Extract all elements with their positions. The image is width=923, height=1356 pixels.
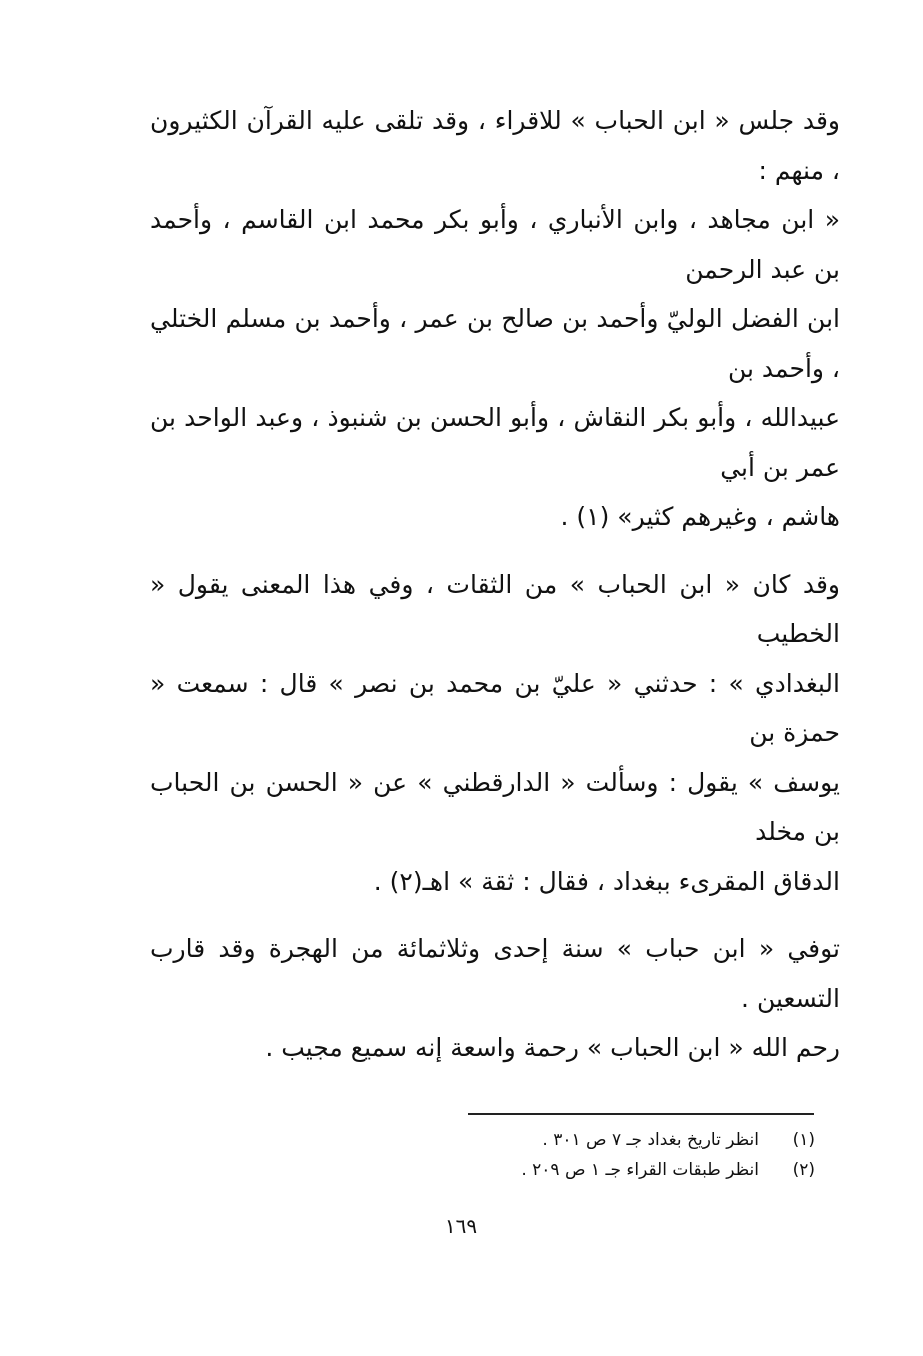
paragraph-trustworthiness <box>150 560 840 907</box>
text-line: البغدادي » : حدثني « عليّ بن محمد بن نصر » قال : سمعت « حمزة بن <box>150 668 840 747</box>
footnotes <box>440 1125 815 1185</box>
text-line: وقد كان « ابن الحباب » من الثقات ، وفي هذا المعنى يقول « الخطيب <box>150 569 840 648</box>
text-line: توفي « ابن حباب » سنة إحدى وثلاثمائة من الهجرة وقد قارب التسعين . <box>150 934 840 1013</box>
footnote-number: (٢) <box>792 1160 815 1180</box>
text-line: وقد جلس « ابن الحباب » للاقراء ، وقد تلقى عليه القرآن الكثيرون ، منهم : <box>150 106 840 185</box>
paragraph-death <box>150 924 840 1073</box>
footnote-item <box>440 1155 815 1185</box>
page-number: ١٦٩ <box>444 1214 478 1238</box>
footnote-divider <box>468 1113 814 1115</box>
footnote-text: انظر تاريخ بغداد جـ ٧ ص ٣٠١ . <box>542 1130 759 1150</box>
main-text <box>150 96 840 1091</box>
footnote-item <box>440 1125 815 1155</box>
text-line: ابن الفضل الوليّ وأحمد بن صالح بن عمر ، وأحمد بن مسلم الختلي ، وأحمد بن <box>150 304 840 383</box>
text-line: الدقاق المقرىء ببغداد ، فقال : ثقة » اهـ(٢) . <box>373 866 840 896</box>
text-line: « ابن مجاهد ، وابن الأنباري ، وأبو بكر محمد ابن القاسم ، وأحمد بن عبد الرحمن <box>150 205 840 284</box>
text-line: رحم الله « ابن الحباب » رحمة واسعة إنه سميع مجيب . <box>265 1033 840 1062</box>
footnote-number: (١) <box>792 1130 815 1150</box>
text-line: عبيدالله ، وأبو بكر النقاش ، وأبو الحسن بن شنبوذ ، وعبد الواحد بن عمر بن أبي <box>150 403 840 482</box>
footnote-text: انظر طبقات القراء جـ ١ ص ٢٠٩ . <box>521 1160 759 1180</box>
paragraph-students <box>150 96 840 542</box>
text-line: هاشم ، وغيرهم كثير» (١) . <box>560 502 840 531</box>
text-line: يوسف » يقول : وسألت « الدارقطني » عن « الحسن بن الحباب بن مخلد <box>150 767 840 846</box>
